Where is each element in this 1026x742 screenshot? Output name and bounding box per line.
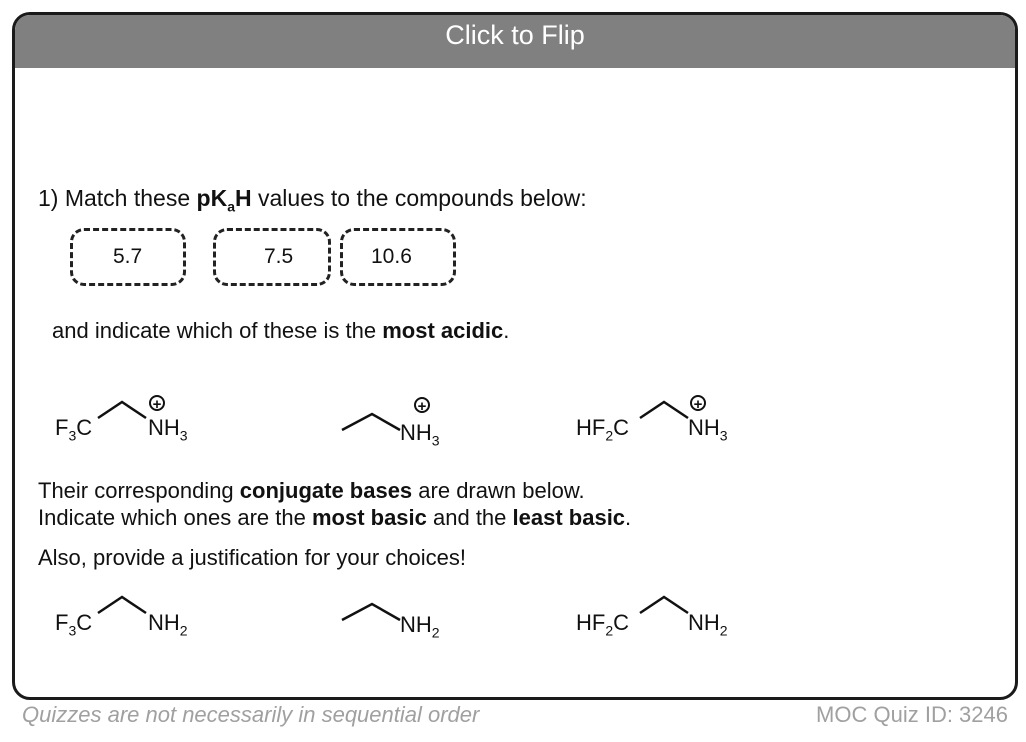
pka-value: 5.7 (113, 245, 143, 268)
flashcard[interactable] (12, 12, 1018, 700)
acid-amine-group: $NH_3$ (400, 420, 440, 449)
bases-instruction-1: Their corresponding conjugate bases are drawn below. (38, 478, 585, 503)
positive-charge-icon: + (414, 397, 430, 413)
pka-value-box[interactable] (70, 228, 186, 286)
quiz-id: MOC Quiz ID: 3246 (816, 702, 1008, 727)
indicate-acidic-text: and indicate which of these is the most acidic. (52, 318, 510, 343)
acid-1-bonds (98, 398, 150, 422)
bases-instruction-2: Indicate which ones are the most basic and the least basic. (38, 505, 632, 530)
positive-charge-icon: + (149, 395, 165, 411)
base-left-group: $HF_2C$ (576, 610, 630, 639)
pka-value: 10.6 (371, 245, 412, 268)
pkah-term: $pK_aH$ (196, 185, 252, 215)
acid-2-bonds (342, 410, 402, 434)
question-prompt (38, 185, 587, 215)
pka-value: 7.5 (264, 245, 294, 268)
question-prefix: 1) Match these (38, 185, 197, 211)
base-amine-group: $NH_2$ (148, 610, 188, 639)
base-amine-group: $NH_2$ (400, 612, 440, 641)
acid-amine-group: $NH_3$ (148, 415, 188, 444)
base-3-bonds (640, 593, 692, 617)
acid-3-bonds (640, 398, 692, 422)
base-left-group: $F_3C$ (55, 610, 93, 639)
sequence-disclaimer: Quizzes are not necessarily in sequential order (22, 702, 480, 727)
pka-value-box[interactable] (213, 228, 331, 286)
pka-value-box[interactable] (340, 228, 456, 286)
click-to-flip-button[interactable]: Click to Flip (12, 12, 1018, 68)
base-1-bonds (98, 593, 150, 617)
question-suffix: values to the compounds below: (251, 185, 587, 211)
base-amine-group: $NH_2$ (688, 610, 728, 639)
acid-amine-group: $NH_3$ (688, 415, 728, 444)
base-2-bonds (342, 600, 402, 624)
bases-instruction-3: Also, provide a justification for your choices! (38, 545, 466, 570)
positive-charge-icon: + (690, 395, 706, 411)
acid-left-group: $F_3C$ (55, 415, 93, 444)
acid-left-group: $HF_2C$ (576, 415, 630, 444)
